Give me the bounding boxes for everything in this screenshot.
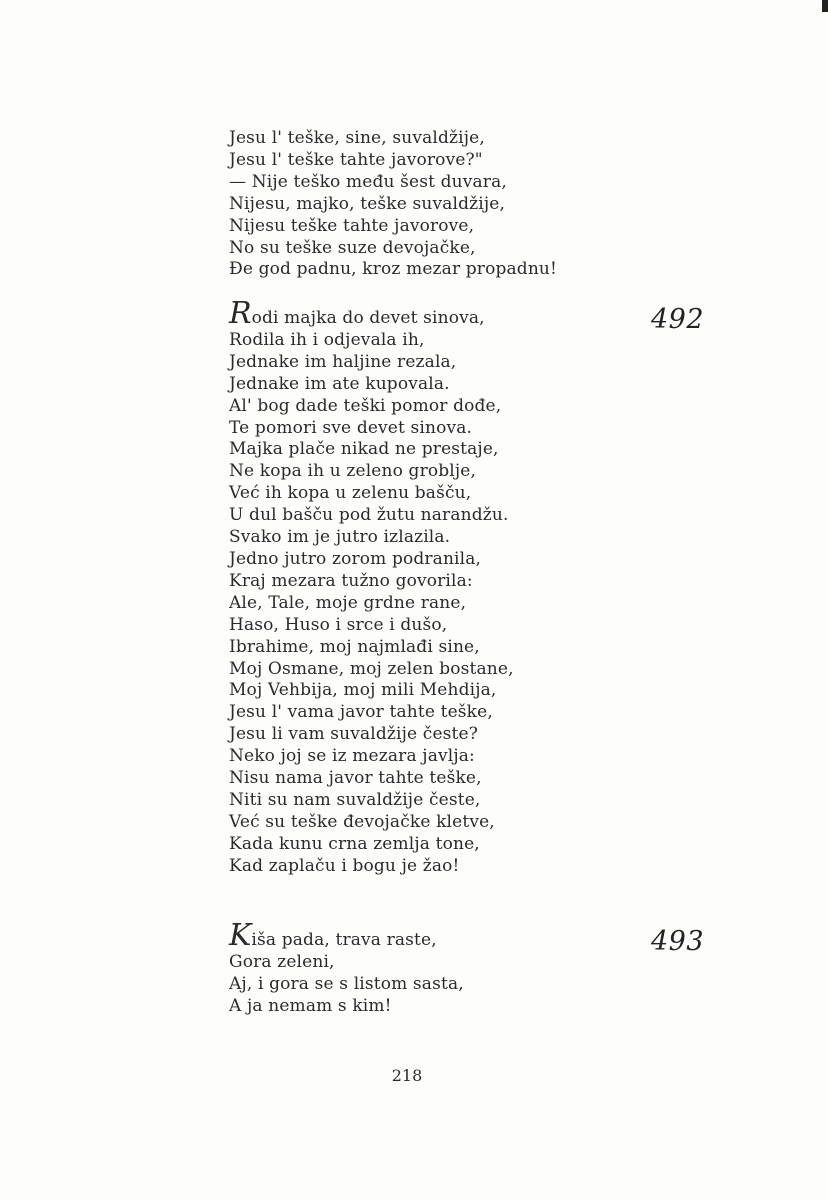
poem-492 (229, 296, 649, 878)
poem-continuation-line: No su teške suze devojačke, (229, 237, 476, 258)
poem-492-line: Već su teške đevojačke kletve, (229, 811, 495, 832)
poem-493-first-line (229, 918, 649, 953)
poem-492-line: Ibrahime, moj najmlađi sine, (229, 636, 480, 657)
poem-492-line: Majka plače nikad ne prestaje, (229, 439, 499, 460)
poem-492-line: Kraj mezara tužno govorila: (229, 570, 473, 591)
poem-492-line: Haso, Huso i srce i dušo, (229, 614, 448, 635)
poem-492-line: Već ih kopa u zelenu bašču, (229, 483, 472, 504)
poem-continuation-line: Đe god padnu, kroz mezar propadnu! (229, 259, 557, 280)
poem-492-line: Jednake im ate kupovala. (229, 373, 450, 394)
poem-492-line: Moj Osmane, moj zelen bostane, (229, 658, 514, 679)
poem-492-line: Niti su nam suvaldžije česte, (229, 789, 481, 810)
poem-492-line: Ne kopa ih u zeleno groblje, (229, 461, 477, 482)
poem-492-line: Jesu li vam suvaldžije česte? (229, 724, 479, 745)
poem-492-line: Ale, Tale, moje grdne rane, (229, 592, 467, 613)
poem-continuation-line: Jesu l' teške tahte javorove?" (229, 149, 483, 170)
poem-number-493: 493 (651, 926, 705, 957)
poem-493-line: Gora zeleni, (229, 951, 335, 972)
poem-492-line: Jedno jutro zorom podranila, (229, 548, 482, 569)
poem-492-line: U dul bašču pod žutu narandžu. (229, 505, 509, 526)
poem-492-line: Nisu nama javor tahte teške, (229, 768, 482, 789)
scan-edge-mark (822, 0, 828, 12)
poem-continuation-line: Jesu l' teške, sine, suvaldžije, (229, 128, 485, 148)
poem-492-line: Moj Vehbija, moj mili Mehdija, (229, 680, 497, 701)
poem-492-line: Kad zaplaču i bogu je žao! (229, 855, 460, 876)
poem-492-line: Svako im je jutro izlazila. (229, 527, 451, 548)
poem-continuation-line: Nijesu, majko, teške suvaldžije, (229, 193, 506, 214)
poem-continuation (229, 128, 649, 281)
poem-continuation-line: — Nije teško među šest duvara, (229, 171, 507, 192)
poem-493-line: Aj, i gora se s listom sasta, (229, 973, 464, 994)
poem-492-line: Kada kunu crna zemlja tone, (229, 833, 480, 854)
poem-492-line: Neko joj se iz mezara javlja: (229, 746, 475, 767)
poem-493-line: A ja nemam s kim! (229, 995, 392, 1016)
poem-492-initial: R (229, 296, 252, 331)
poem-492-line: Te pomori sve devet sinova. (229, 417, 473, 438)
poem-492-first-line (229, 296, 649, 331)
poem-493-initial: K (229, 918, 252, 953)
poem-492-first-line-text: odi majka do devet sinova, (251, 308, 485, 328)
poem-492-line: Jednake im haljine rezala, (229, 351, 457, 372)
poem-492-line: Rodila ih i odjevala ih, (229, 329, 425, 350)
poem-493-first-line-text: iša pada, trava raste, (251, 930, 437, 950)
poem-492-line: Al' bog dade teški pomor dođe, (229, 395, 502, 416)
poem-493 (229, 918, 649, 1018)
poem-number-492: 492 (651, 304, 705, 335)
page-number: 218 (391, 1066, 423, 1085)
poem-continuation-line: Nijesu teške tahte javorove, (229, 215, 475, 236)
poem-492-line: Jesu l' vama javor tahte teške, (229, 702, 493, 723)
